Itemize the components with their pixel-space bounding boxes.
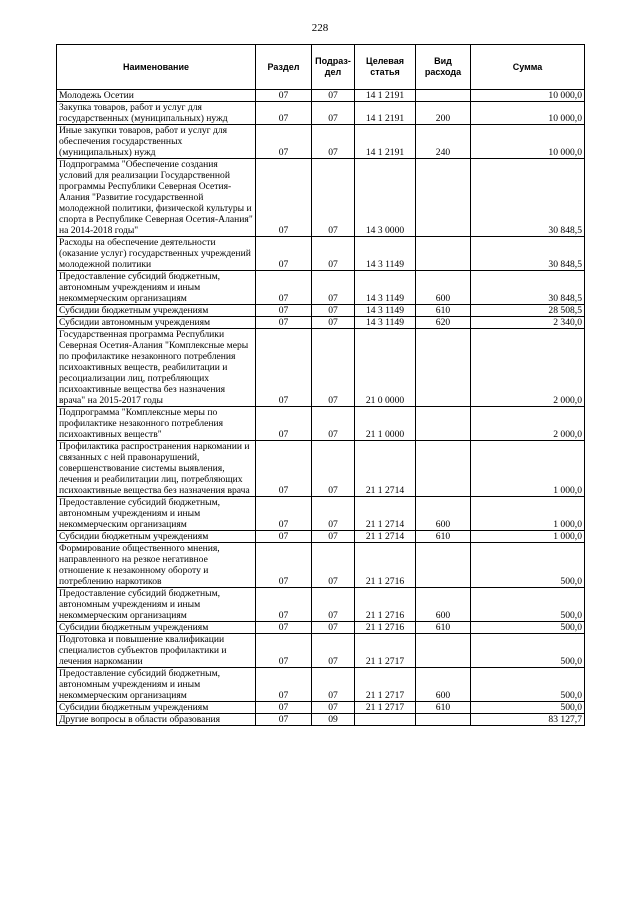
- cell-target: 21 1 2717: [355, 668, 416, 702]
- cell-target: 21 1 2717: [355, 702, 416, 714]
- cell-section: 07: [256, 588, 312, 622]
- cell-subsection: 07: [312, 668, 355, 702]
- table-row: [57, 271, 585, 305]
- cell-target: 21 1 0000: [355, 407, 416, 441]
- cell-section: 07: [256, 531, 312, 543]
- cell-sum: 500,0: [471, 634, 585, 668]
- cell-sum: 500,0: [471, 622, 585, 634]
- cell-type: 600: [416, 497, 471, 531]
- cell-subsection: 07: [312, 441, 355, 497]
- cell-target: 14 1 2191: [355, 90, 416, 102]
- cell-section: 07: [256, 407, 312, 441]
- cell-target: 14 3 1149: [355, 237, 416, 271]
- cell-target: 21 1 2717: [355, 634, 416, 668]
- cell-name: Государственная программа Республики Северная Осетия-Алания "Комплексные меры по профилактике незаконного потребления психоактивных веществ, реабилитации и ресоциализации лиц, потребляющих психоактивные вещества без назначения врача" на 2015-2017 годы: [57, 329, 256, 407]
- cell-type: [416, 159, 471, 237]
- cell-sum: 500,0: [471, 702, 585, 714]
- cell-subsection: 07: [312, 407, 355, 441]
- cell-name: Предоставление субсидий бюджетным, автономным учреждениям и иным некоммерческим организациям: [57, 497, 256, 531]
- cell-subsection: 07: [312, 159, 355, 237]
- table-row: [57, 531, 585, 543]
- cell-type: 600: [416, 588, 471, 622]
- cell-name: Предоставление субсидий бюджетным, автономным учреждениям и иным некоммерческим организациям: [57, 668, 256, 702]
- cell-section: 07: [256, 668, 312, 702]
- table-row: [57, 702, 585, 714]
- cell-name: Иные закупки товаров, работ и услуг для обеспечения государственных (муниципальных) нужд: [57, 125, 256, 159]
- cell-sum: 10 000,0: [471, 102, 585, 125]
- cell-sum: 30 848,5: [471, 159, 585, 237]
- table-row: [57, 102, 585, 125]
- cell-target: 14 1 2191: [355, 102, 416, 125]
- cell-type: 600: [416, 668, 471, 702]
- cell-section: 07: [256, 329, 312, 407]
- cell-target: 21 1 2716: [355, 543, 416, 588]
- cell-name: Субсидии бюджетным учреждениям: [57, 305, 256, 317]
- table-row: [57, 622, 585, 634]
- cell-name: Подготовка и повышение квалификации специалистов субъектов профилактики и лечения наркомании: [57, 634, 256, 668]
- cell-name: Расходы на обеспечение деятельности (оказание услуг) государственных учреждений молодежной политики: [57, 237, 256, 271]
- cell-target: 21 1 2714: [355, 441, 416, 497]
- cell-sum: 1 000,0: [471, 441, 585, 497]
- table-row: [57, 329, 585, 407]
- cell-type: [416, 543, 471, 588]
- cell-subsection: 07: [312, 305, 355, 317]
- cell-name: Профилактика распространения наркомании и связанных с ней правонарушений, совершенствование системы выявления, лечения и реабилитации лиц, потребляющих психоактивные вещества без назначения врача: [57, 441, 256, 497]
- cell-name: Субсидии бюджетным учреждениям: [57, 702, 256, 714]
- header-section: Раздел: [256, 45, 312, 90]
- table-row: [57, 237, 585, 271]
- cell-subsection: 07: [312, 634, 355, 668]
- cell-subsection: 07: [312, 622, 355, 634]
- table-row: [57, 317, 585, 329]
- table-row: [57, 90, 585, 102]
- cell-section: 07: [256, 271, 312, 305]
- table-row: [57, 588, 585, 622]
- cell-subsection: 07: [312, 588, 355, 622]
- cell-type: [416, 407, 471, 441]
- cell-name: Молодежь Осетии: [57, 90, 256, 102]
- cell-sum: 83 127,7: [471, 714, 585, 726]
- cell-type: 600: [416, 271, 471, 305]
- cell-sum: 500,0: [471, 588, 585, 622]
- cell-type: 610: [416, 702, 471, 714]
- cell-section: 07: [256, 543, 312, 588]
- cell-subsection: 07: [312, 543, 355, 588]
- cell-sum: 30 848,5: [471, 237, 585, 271]
- cell-target: 21 1 2714: [355, 497, 416, 531]
- table-row: [57, 497, 585, 531]
- cell-subsection: 09: [312, 714, 355, 726]
- cell-subsection: 07: [312, 531, 355, 543]
- cell-type: [416, 329, 471, 407]
- cell-name: Формирование общественного мнения, направленного на резкое негативное отношение к незаконному обороту и потреблению наркотиков: [57, 543, 256, 588]
- cell-subsection: 07: [312, 271, 355, 305]
- header-target: Целевая статья: [355, 45, 416, 90]
- cell-target: 14 3 0000: [355, 159, 416, 237]
- cell-section: 07: [256, 702, 312, 714]
- cell-name: Предоставление субсидий бюджетным, автономным учреждениям и иным некоммерческим организациям: [57, 271, 256, 305]
- page-number: 228: [311, 22, 329, 34]
- header-name: Наименование: [57, 45, 256, 90]
- cell-type: 620: [416, 317, 471, 329]
- cell-type: [416, 714, 471, 726]
- cell-target: 14 3 1149: [355, 271, 416, 305]
- table-body: [57, 90, 585, 726]
- cell-subsection: 07: [312, 102, 355, 125]
- cell-subsection: 07: [312, 237, 355, 271]
- table-row: [57, 634, 585, 668]
- cell-name: Закупка товаров, работ и услуг для государственных (муниципальных) нужд: [57, 102, 256, 125]
- cell-sum: 500,0: [471, 543, 585, 588]
- cell-sum: 2 000,0: [471, 407, 585, 441]
- cell-type: 610: [416, 622, 471, 634]
- cell-type: [416, 90, 471, 102]
- cell-sum: 1 000,0: [471, 497, 585, 531]
- cell-sum: 28 508,5: [471, 305, 585, 317]
- cell-type: [416, 237, 471, 271]
- cell-name: Субсидии бюджетным учреждениям: [57, 531, 256, 543]
- table-row: [57, 714, 585, 726]
- cell-sum: 10 000,0: [471, 125, 585, 159]
- cell-subsection: 07: [312, 90, 355, 102]
- cell-sum: 2 340,0: [471, 317, 585, 329]
- cell-target: 21 1 2714: [355, 531, 416, 543]
- cell-target: [355, 714, 416, 726]
- cell-name: Субсидии автономным учреждениям: [57, 317, 256, 329]
- cell-type: [416, 634, 471, 668]
- cell-section: 07: [256, 125, 312, 159]
- cell-section: 07: [256, 90, 312, 102]
- cell-section: 07: [256, 634, 312, 668]
- cell-name: Субсидии бюджетным учреждениям: [57, 622, 256, 634]
- cell-sum: 500,0: [471, 668, 585, 702]
- cell-subsection: 07: [312, 497, 355, 531]
- cell-type: 200: [416, 102, 471, 125]
- cell-type: 610: [416, 531, 471, 543]
- cell-section: 07: [256, 622, 312, 634]
- cell-sum: 1 000,0: [471, 531, 585, 543]
- cell-section: 07: [256, 317, 312, 329]
- cell-type: [416, 441, 471, 497]
- cell-name: Подпрограмма "Обеспечение создания условий для реализации Государственной программы Республики Северная Осетия-Алания "Развитие государственной молодежной политики, физической культуры и спорта в Республике Северная Осетия-Алания" на 2014-2018 годы": [57, 159, 256, 237]
- cell-section: 07: [256, 497, 312, 531]
- cell-sum: 10 000,0: [471, 90, 585, 102]
- header-sum: Сумма: [471, 45, 585, 90]
- table-row: [57, 159, 585, 237]
- cell-target: 14 3 1149: [355, 317, 416, 329]
- cell-name: Подпрограмма "Комплексные меры по профилактике незаконного потребления психоактивных веществ": [57, 407, 256, 441]
- table-row: [57, 668, 585, 702]
- budget-table: [56, 44, 585, 726]
- cell-section: 07: [256, 159, 312, 237]
- table-row: [57, 305, 585, 317]
- table-row: [57, 125, 585, 159]
- cell-name: Предоставление субсидий бюджетным, автономным учреждениям и иным некоммерческим организациям: [57, 588, 256, 622]
- table-header-row: [57, 45, 585, 90]
- cell-type: 240: [416, 125, 471, 159]
- cell-type: 610: [416, 305, 471, 317]
- cell-target: 21 1 2716: [355, 588, 416, 622]
- table-row: [57, 407, 585, 441]
- header-subsection: Подраз-дел: [312, 45, 355, 90]
- cell-target: 14 1 2191: [355, 125, 416, 159]
- cell-section: 07: [256, 305, 312, 317]
- cell-subsection: 07: [312, 317, 355, 329]
- cell-name: Другие вопросы в области образования: [57, 714, 256, 726]
- cell-target: 14 3 1149: [355, 305, 416, 317]
- cell-section: 07: [256, 714, 312, 726]
- table-row: [57, 543, 585, 588]
- cell-subsection: 07: [312, 329, 355, 407]
- cell-subsection: 07: [312, 125, 355, 159]
- cell-sum: 30 848,5: [471, 271, 585, 305]
- cell-section: 07: [256, 102, 312, 125]
- cell-subsection: 07: [312, 702, 355, 714]
- cell-target: 21 0 0000: [355, 329, 416, 407]
- cell-sum: 2 000,0: [471, 329, 585, 407]
- cell-section: 07: [256, 237, 312, 271]
- header-type: Вид расхода: [416, 45, 471, 90]
- cell-target: 21 1 2716: [355, 622, 416, 634]
- table-row: [57, 441, 585, 497]
- cell-section: 07: [256, 441, 312, 497]
